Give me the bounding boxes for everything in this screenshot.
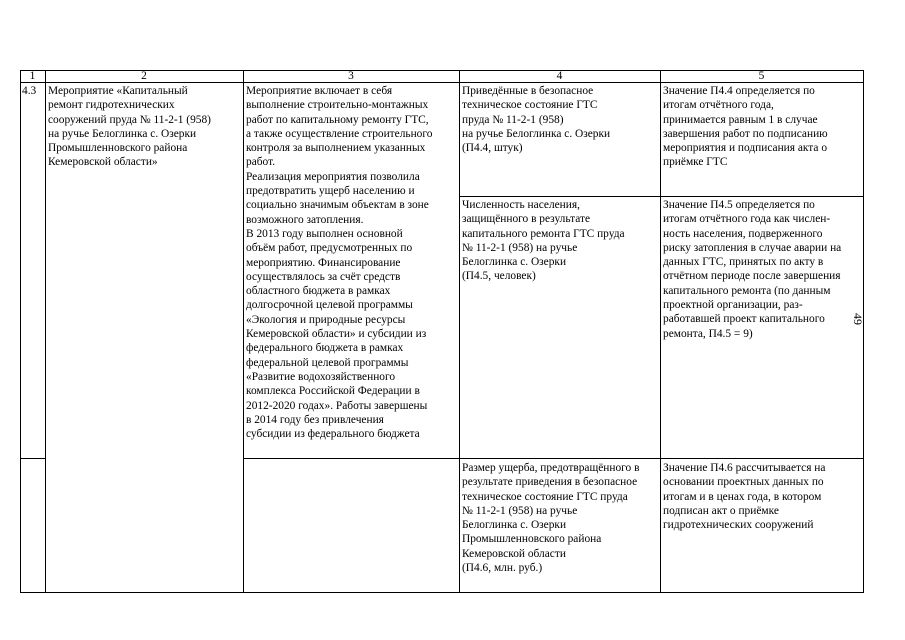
col-header-4: 4: [556, 70, 563, 82]
indicator-name-1: Приведённые в безопасное техническое состояние ГТС пруда № 11-2-1 (958) на ручье Белоглинка с. Озерки (П4.4, штук): [462, 85, 611, 155]
indicator-method-3: Значение П4.6 рассчитывается на основании проектных данных по итогам и в ценах года, в котором подписан акт о приёмке гидротехнических сооружений: [663, 462, 826, 532]
row-divider-2b: [243, 458, 864, 459]
col-header-5: 5: [758, 70, 765, 82]
col-header-2: 2: [141, 70, 147, 82]
indicator-name-2: Численность населения, защищённого в результате капитального ремонта ГТС пруда № 11-2-1 (958) на ручье Белоглинка с. Озерки (П4.5, человек): [462, 199, 625, 283]
col-header-1: 1: [29, 70, 36, 82]
indicators-table: [20, 70, 864, 593]
col-header-3: 3: [348, 70, 354, 82]
col-border-right: [863, 70, 864, 593]
col-border-left: [20, 70, 21, 593]
indicator-method-1: Значение П4.4 определяется по итогам отчётного года, принимается равным 1 в случае завершения работ по подписанию мероприятия и подписания акта о приёмке ГТС: [663, 85, 828, 169]
col-border-3: [459, 70, 460, 593]
table-bottom-border: [20, 592, 864, 593]
row-divider-2: [20, 458, 45, 459]
event-description: Мероприятие включает в себя выполнение строительно-монтажных работ по капитальному ремонту ГТС, а также осуществление строительного контроля за выполнением указанных работ. Реализация мероприятия позволила предотвратить ущерб населению и социально значимым объектам в зоне возможного затопления. В 2013 году выполнен основной объём работ, предусмотренных по мероприятию. Финансирование осуществлялось за счёт средств областного бюджета в рамках долгосрочной целевой программы «Экология и природные ресурсы Кемеровской области» и субсидии из федерального бюджета в рамках федеральной целевой программы «Развитие водохозяйственного комплекса Российской Федерации в 2012-2020 годах». Работы завершены в 2014 году без привлечения субсидии из федерального бюджета: [246, 85, 433, 441]
row-divider-1: [459, 196, 864, 197]
page-number: 49: [851, 313, 865, 325]
col-border-4: [660, 70, 661, 593]
indicator-name-3: Размер ущерба, предотвращённого в результате приведения в безопасное техническое состояние ГТС пруда № 11-2-1 (958) на ручье Белоглинка с. Озерки Промышленновского района Кемеровской области (П4.6, млн. руб.): [462, 462, 640, 575]
col-border-2: [243, 70, 244, 593]
indicator-method-2: Значение П4.5 определяется по итогам отчётного года как числен- ность населения, подверженного риску затопления в случае аварии на данных ГТС, принятых по акту в отчётном периоде после завершения капитального ремонта (по данным проектной организации, раз- работавшей проект капитального ремонта, П4.5 = 9): [663, 199, 842, 340]
row-number: 4.3: [22, 85, 37, 97]
col-border-1: [45, 70, 46, 593]
event-name: Мероприятие «Капитальный ремонт гидротехнических сооружений пруда № 11-2-1 (958) на ручье Белоглинка с. Озерки Промышленновского района Кемеровской области»: [48, 85, 211, 169]
